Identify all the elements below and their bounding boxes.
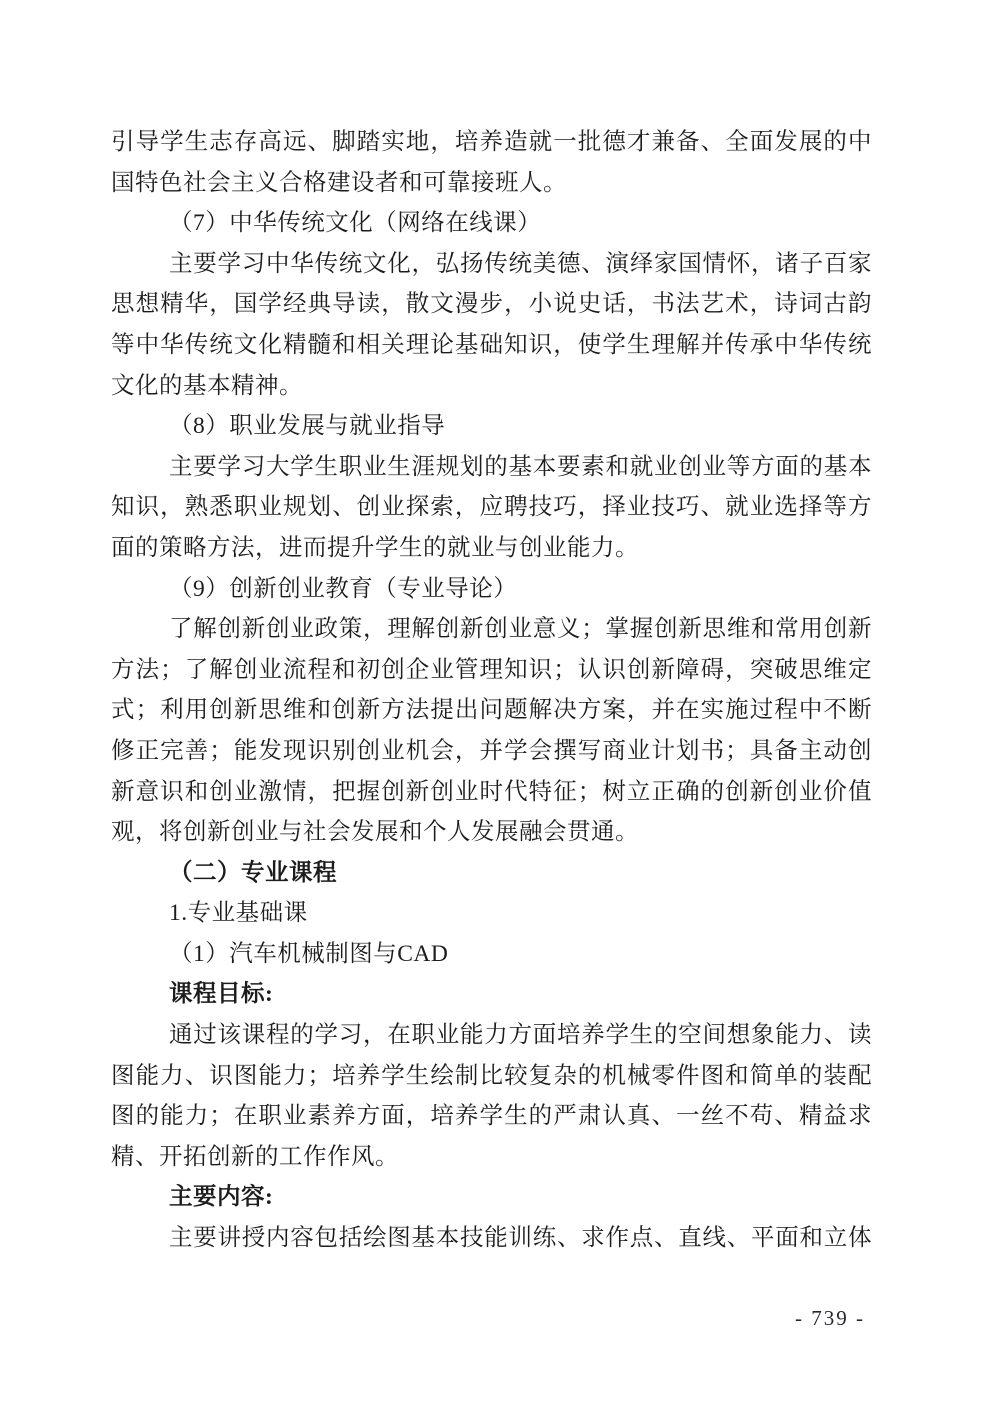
text-line: 等中华传统文化精髓和相关理论基础知识，使学生理解并传承中华传统 [111, 331, 872, 358]
text-line: 方法；了解创业流程和初创企业管理知识；认识创新障碍，突破思维定 [111, 656, 872, 683]
text-line: （1）汽车机械制图与CAD [169, 940, 449, 967]
text-line: 面的策略方法，进而提升学生的就业与创业能力。 [111, 534, 639, 561]
text-line: 了解创新创业政策，理解创新创业意义；掌握创新思维和常用创新 [169, 616, 872, 643]
text-line: 主要讲授内容包括绘图基本技能训练、求作点、直线、平面和立体 [169, 1225, 872, 1252]
text-line: （9）创新创业教育（专业导论） [169, 575, 518, 602]
text-line: （7）中华传统文化（网络在线课） [169, 210, 542, 237]
text-line: 文化的基本精神。 [111, 372, 303, 399]
text-line: 国特色社会主义合格建设者和可靠接班人。 [111, 169, 567, 196]
text-line: 新意识和创业激情，把握创新创业时代特征；树立正确的创新创业价值 [111, 778, 872, 805]
text-line: 图的能力；在职业素养方面，培养学生的严肃认真、一丝不苟、精益求 [111, 1103, 872, 1130]
text-line: 引导学生志存高远、脚踏实地，培养造就一批德才兼备、全面发展的中 [111, 129, 872, 155]
text-line: 课程目标: [169, 981, 274, 1008]
text-line: 主要学习中华传统文化，弘扬传统美德、演绎家国情怀，诸子百家 [169, 250, 872, 277]
text-line: 图能力、识图能力；培养学生绘制比较复杂的机械零件图和简单的装配 [111, 1062, 872, 1089]
text-line: （二）专业课程 [169, 859, 337, 886]
text-line: 观，将创新创业与社会发展和个人发展融会贯通。 [111, 819, 639, 846]
page-number: - 739 - [795, 1306, 865, 1330]
text-line: 思想精华，国学经典导读，散文漫步，小说史话，书法艺术，诗词古韵 [111, 291, 872, 318]
text-line: 主要学习大学生职业生涯规划的基本要素和就业创业等方面的基本 [169, 453, 872, 480]
text-line: （8）职业发展与就业指导 [169, 413, 446, 440]
text-line: 1.专业基础课 [169, 900, 308, 927]
text-line: 通过该课程的学习，在职业能力方面培养学生的空间想象能力、读 [169, 1022, 872, 1049]
text-line: 式；利用创新思维和创新方法提出问题解决方案，并在实施过程中不断 [111, 697, 872, 724]
text-line: 修正完善；能发现识别创业机会，并学会撰写商业计划书；具备主动创 [111, 737, 872, 764]
text-line: 知识，熟悉职业规划、创业探索，应聘技巧，择业技巧、就业选择等方 [111, 494, 872, 521]
document-body [111, 122, 872, 1259]
text-line: 精、开拓创新的工作作风。 [111, 1143, 399, 1170]
text-line: 主要内容: [169, 1184, 274, 1211]
